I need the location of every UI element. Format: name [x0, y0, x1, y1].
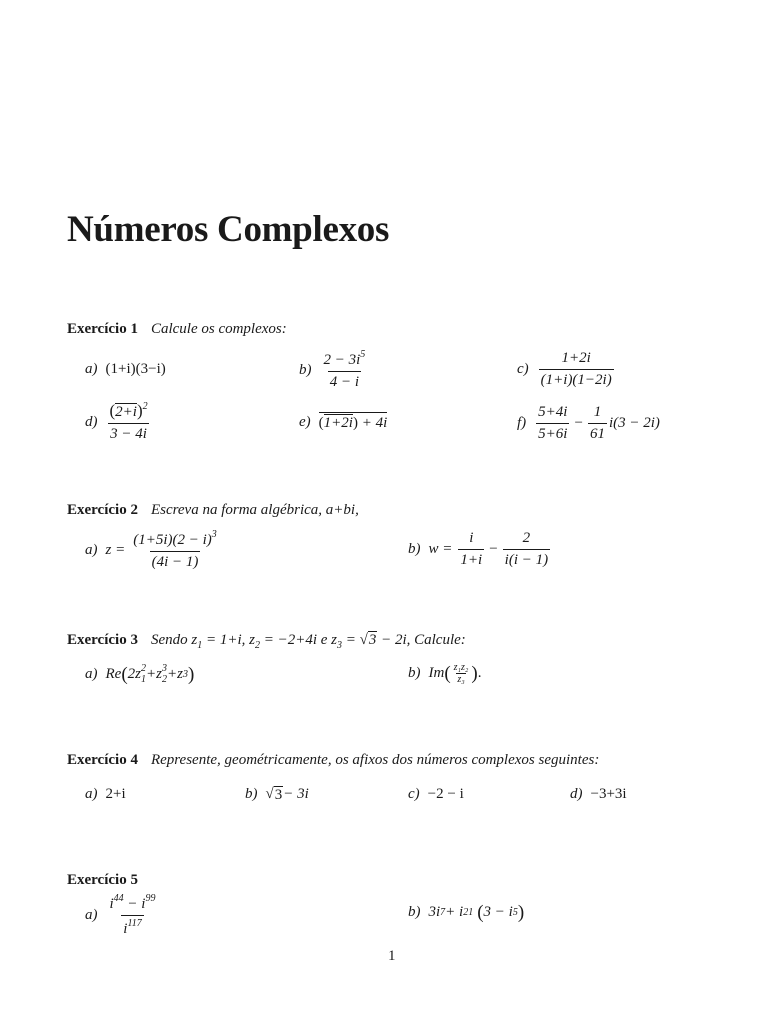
fraction: $\frac{2}{i(i - 1)}$: [504, 530, 549, 568]
page-number: 1: [388, 948, 396, 964]
exercise-2-instruction: Escreva na forma algébrica, a+bi,: [150, 502, 359, 518]
exercise-4-item-a: a) 2+i: [85, 786, 126, 802]
fraction: $\frac{5+4i}{5+6i}$: [538, 404, 568, 442]
exercise-5-label: Exercício 5: [67, 872, 138, 888]
fraction: $\frac{(2+i)^2}{3 - 4i}$: [109, 401, 148, 442]
exercise-3-instruction: Sendo $z_1 = 1+i$, $z_2 = -2+4i$ e $z_3 = √3 - 2i$, Calcule:: [150, 632, 466, 651]
exercise-5-item-a: a) $\frac{i^{44} - i^{99}}{i^{117}}$: [85, 893, 156, 937]
fraction: $\frac{(1+5i)(2 - i)^3}{(4i - 1)}$: [133, 529, 217, 570]
exercise-1-label: Exercício 1: [67, 321, 138, 337]
exercise-2-label: Exercício 2: [67, 502, 138, 518]
exercise-3-item-a: a) Re ( 2z 2 1 +z 3 2 +z 3 ): [85, 663, 195, 685]
exercise-1-item-d: d) $\frac{(2+i)^2}{3 - 4i}$: [85, 401, 148, 442]
fraction: $\frac{i^{44} - i^{99}}{i^{117}}$: [109, 893, 156, 937]
exercise-1-header: [67, 321, 287, 338]
fraction: $\frac{1}{61}$: [589, 404, 605, 442]
exercise-1-item-b: b) $\frac{2 - 3i^5}{4 - i}$: [299, 349, 366, 390]
exercise-3-label: Exercício 3: [67, 632, 138, 648]
exercise-4-header: [67, 752, 599, 769]
exercise-5-item-b: b) 3i 7 + i 21 ( 3 − i 5 ): [408, 902, 525, 923]
fraction: $\frac{i}{1+i}$: [460, 530, 483, 568]
exercise-1-item-a: a) (1+i)(3−i): [85, 361, 166, 377]
exercise-1-item-e: e) (1+2i) + 4i: [299, 413, 388, 431]
exercise-3-item-b: b) Im ( $\frac{\text{z₁z₂}}{\text{z₃}}$ ) .: [408, 662, 482, 685]
exercise-2-header: [67, 502, 359, 519]
exercise-1-item-f: f) $\frac{5+4i}{5+6i}$ − $\frac{1}{61}$ i(3 − 2i): [517, 404, 660, 442]
exercise-1-instruction: Calcule os complexos:: [150, 321, 287, 337]
fraction: $\frac{1+2i}{(1+i)(1-2i)}$: [540, 350, 612, 388]
exercise-4-item-d: d) −3+3i: [570, 786, 627, 802]
exercise-4-label: Exercício 4: [67, 752, 138, 768]
page-title: Números Complexos: [67, 209, 390, 250]
fraction: $\frac{\text{z₁z₂}}{\text{z₃}}$: [453, 662, 469, 685]
exercise-3-header: [67, 631, 466, 651]
fraction: $\frac{2 - 3i^5}{4 - i}$: [323, 349, 366, 390]
exercise-2-item-a: a) z = $\frac{(1+5i)(2 - i)^3}{(4i - 1)}$: [85, 529, 217, 570]
exercise-4-item-b: b) √ 3 − 3i: [245, 786, 309, 803]
exercise-4-item-c: c) −2 − i: [408, 786, 464, 802]
exercise-1-item-c: c) $\frac{1+2i}{(1+i)(1-2i)}$: [517, 350, 612, 388]
exercise-2-item-b: b) w = $\frac{i}{1+i}$ − $\frac{2}{i(i - 1)}$: [408, 530, 549, 568]
exercise-5-header: [67, 872, 138, 889]
exercise-4-instruction: Represente, geométricamente, os afixos dos números complexos seguintes:: [150, 752, 600, 768]
